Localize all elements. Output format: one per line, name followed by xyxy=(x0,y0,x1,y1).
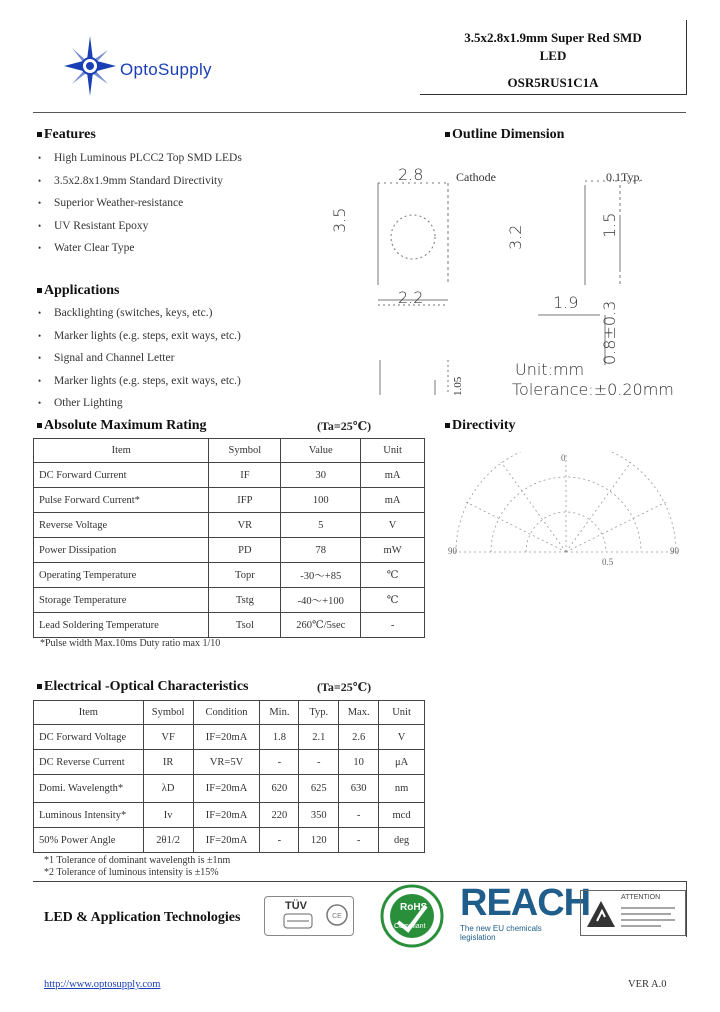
star-logo-icon xyxy=(56,36,126,96)
table-cell: - xyxy=(339,803,379,828)
table-cell: Operating Temperature xyxy=(34,563,209,588)
column-header: Typ. xyxy=(299,701,339,725)
electrical-table xyxy=(33,700,425,853)
table-cell: Pulse Forward Current* xyxy=(34,488,209,513)
table-cell: Luminous Intensity* xyxy=(34,803,144,828)
reach-label: REACH xyxy=(460,882,591,924)
table-cell: 2.6 xyxy=(339,725,379,750)
table-cell: - xyxy=(339,828,379,853)
electrical-note-1: *1 Tolerance of dominant wavelength is ±1nm xyxy=(44,855,231,866)
list-item: • 3.5x2.8x1.9mm Standard Directivity xyxy=(38,170,398,193)
table-cell: IF xyxy=(209,463,281,488)
list-item: • Water Clear Type xyxy=(38,237,398,260)
table-row xyxy=(34,613,425,638)
dim-body-label: 3.2 xyxy=(506,224,525,250)
directivity-tick-top: 0 xyxy=(561,453,566,463)
tuv-logo xyxy=(264,896,354,936)
column-header: Item xyxy=(34,439,209,463)
table-cell: IFP xyxy=(209,488,281,513)
table-cell: DC Forward Current xyxy=(34,463,209,488)
table-row xyxy=(34,828,425,853)
table-cell: Tsol xyxy=(209,613,281,638)
table-row xyxy=(34,775,425,803)
dim-thickness-label: 1.9 xyxy=(553,293,579,312)
column-header: Unit xyxy=(361,439,425,463)
table-cell: Reverse Voltage xyxy=(34,513,209,538)
table-row xyxy=(34,725,425,750)
page-title-line1: 3.5x2.8x1.9mm Super Red SMD xyxy=(464,30,642,45)
list-item: • Superior Weather-resistance xyxy=(38,192,398,215)
table-cell: Iv xyxy=(143,803,193,828)
list-item: • Marker lights (e.g. steps, exit ways, etc.) xyxy=(38,325,398,348)
list-item: • Backlighting (switches, keys, etc.) xyxy=(38,302,398,325)
dim-side-label: 1.05 xyxy=(452,376,464,396)
table-cell: Storage Temperature xyxy=(34,588,209,613)
cathode-label: Cathode xyxy=(456,170,496,184)
table-cell: IF=20mA xyxy=(193,725,260,750)
rohs-logo xyxy=(380,884,444,948)
directivity-tick-bottom: 0.5 xyxy=(602,557,614,567)
abs-max-table xyxy=(33,438,425,638)
directivity-tick-left: 90 xyxy=(448,546,457,556)
list-item: • Other Lighting xyxy=(38,392,398,415)
list-item: • Signal and Channel Letter xyxy=(38,347,398,370)
table-row xyxy=(34,538,425,563)
table-cell: 100 xyxy=(281,488,361,513)
page-title-line2: LED xyxy=(539,48,567,63)
footer-tagline: LED & Application Technologies xyxy=(44,910,241,925)
table-cell: - xyxy=(260,828,299,853)
header-title-box xyxy=(420,20,687,95)
rohs-label: RoHS xyxy=(400,902,428,913)
table-row xyxy=(34,463,425,488)
table-cell: Tstg xyxy=(209,588,281,613)
header-divider xyxy=(33,112,686,113)
list-item: • High Luminous PLCC2 Top SMD LEDs xyxy=(38,147,398,170)
column-header: Max. xyxy=(339,701,379,725)
table-cell: IF=20mA xyxy=(193,828,260,853)
table-cell: DC Forward Voltage xyxy=(34,725,144,750)
table-cell: 50% Power Angle xyxy=(34,828,144,853)
list-item: • UV Resistant Epoxy xyxy=(38,215,398,238)
website-link[interactable]: http://www.optosupply.com xyxy=(44,979,161,990)
abs-max-note: *Pulse width Max.10ms Duty ratio max 1/10 xyxy=(40,638,221,649)
table-cell: -40～+100 xyxy=(281,588,361,613)
electrical-note-2: *2 Tolerance of luminous intensity is ±15% xyxy=(44,867,219,878)
table-cell: 5 xyxy=(281,513,361,538)
table-cell: 30 xyxy=(281,463,361,488)
reach-sub-label: The new EU chemicals legislation xyxy=(460,924,542,942)
esd-attention-badge xyxy=(580,890,686,936)
footer-rule-right xyxy=(686,881,687,937)
directivity-chart xyxy=(446,452,686,572)
esd-text-lines xyxy=(621,905,677,929)
table-cell: 620 xyxy=(260,775,299,803)
table-cell: -30～+85 xyxy=(281,563,361,588)
table-cell: PD xyxy=(209,538,281,563)
table-cell: 630 xyxy=(339,775,379,803)
list-item: • Marker lights (e.g. steps, exit ways, etc.) xyxy=(38,370,398,393)
outline-drawing xyxy=(350,155,680,395)
table-cell: 2.1 xyxy=(299,725,339,750)
unit-label: Unit:mm xyxy=(515,360,585,379)
table-cell: 120 xyxy=(299,828,339,853)
version-label: VER A.0 xyxy=(628,979,667,990)
table-row xyxy=(34,750,425,775)
directivity-heading: Directivity xyxy=(445,418,516,434)
table-cell: λD xyxy=(143,775,193,803)
table-cell: ℃ xyxy=(361,588,425,613)
column-header: Condition xyxy=(193,701,260,725)
table-cell: IF=20mA xyxy=(193,775,260,803)
dim-lens-width-label: 2.2 xyxy=(398,288,424,307)
table-cell: mA xyxy=(361,488,425,513)
esd-warning-icon xyxy=(585,899,617,929)
table-row xyxy=(34,513,425,538)
table-cell: 260℃/5sec xyxy=(281,613,361,638)
table-cell: 220 xyxy=(260,803,299,828)
table-cell: nm xyxy=(379,775,425,803)
column-header: Value xyxy=(281,439,361,463)
attention-label: ATTENTION xyxy=(621,894,661,901)
table-cell: VR xyxy=(209,513,281,538)
tuv-label: TÜV xyxy=(285,900,307,912)
dim-lead-label: 0.8±0.3 xyxy=(600,300,619,365)
svg-text:CE: CE xyxy=(332,913,342,920)
table-cell: 10 xyxy=(339,750,379,775)
table-cell: 2θ1/2 xyxy=(143,828,193,853)
top-view xyxy=(378,183,448,305)
table-cell: deg xyxy=(379,828,425,853)
table-cell: 350 xyxy=(299,803,339,828)
part-number: OSR5RUS1C1A xyxy=(507,75,599,90)
features-heading: Features xyxy=(37,127,96,143)
table-cell: mW xyxy=(361,538,425,563)
table-cell: DC Reverse Current xyxy=(34,750,144,775)
table-cell: IF=20mA xyxy=(193,803,260,828)
column-header: Symbol xyxy=(143,701,193,725)
column-header: Unit xyxy=(379,701,425,725)
table-cell: Lead Soldering Temperature xyxy=(34,613,209,638)
table-cell: 78 xyxy=(281,538,361,563)
table-cell: 625 xyxy=(299,775,339,803)
typ-label: 0.1Typ. xyxy=(606,170,643,184)
outline-heading: Outline Dimension xyxy=(445,127,564,143)
column-header: Symbol xyxy=(209,439,281,463)
table-cell: mcd xyxy=(379,803,425,828)
table-row xyxy=(34,588,425,613)
table-header-row xyxy=(34,439,425,463)
column-header: Item xyxy=(34,701,144,725)
table-cell: - xyxy=(299,750,339,775)
table-cell: ℃ xyxy=(361,563,425,588)
table-cell: V xyxy=(379,725,425,750)
electrical-condition: (Ta=25℃) xyxy=(317,680,372,694)
table-cell: Domi. Wavelength* xyxy=(34,775,144,803)
table-cell: IR xyxy=(143,750,193,775)
tolerance-label: Tolerance:±0.20mm xyxy=(512,380,674,399)
directivity-tick-right: 90 xyxy=(670,546,679,556)
tuv-mark-icon xyxy=(283,913,313,929)
table-cell: Power Dissipation xyxy=(34,538,209,563)
dim-height-label: 3.5 xyxy=(330,207,349,233)
table-cell: 1.8 xyxy=(260,725,299,750)
applications-heading: Applications xyxy=(37,283,119,299)
table-row xyxy=(34,803,425,828)
table-header-row xyxy=(34,701,425,725)
rohs-seal-icon xyxy=(380,884,444,948)
electrical-heading: Electrical -Optical Characteristics xyxy=(37,679,248,695)
table-cell: - xyxy=(260,750,299,775)
table-cell: μA xyxy=(379,750,425,775)
table-row xyxy=(34,488,425,513)
abs-max-heading: Absolute Maximum Rating xyxy=(37,418,207,434)
reach-logo xyxy=(460,882,591,942)
table-cell: mA xyxy=(361,463,425,488)
dim-width-label: 2.8 xyxy=(398,165,424,184)
table-cell: Topr xyxy=(209,563,281,588)
cert-badge-icon xyxy=(325,903,349,927)
table-cell: VF xyxy=(143,725,193,750)
table-row xyxy=(34,563,425,588)
rohs-sub-label: Compliant xyxy=(394,923,426,930)
applications-list xyxy=(38,302,398,415)
brand-logo xyxy=(56,36,276,96)
abs-max-condition: (Ta=25℃) xyxy=(317,419,372,433)
dim-lens-label: 1.5 xyxy=(600,212,619,238)
features-list xyxy=(38,147,398,260)
brand-name: OptoSupply xyxy=(120,60,212,79)
column-header: Min. xyxy=(260,701,299,725)
table-cell: - xyxy=(361,613,425,638)
table-cell: V xyxy=(361,513,425,538)
table-cell: VR=5V xyxy=(193,750,260,775)
